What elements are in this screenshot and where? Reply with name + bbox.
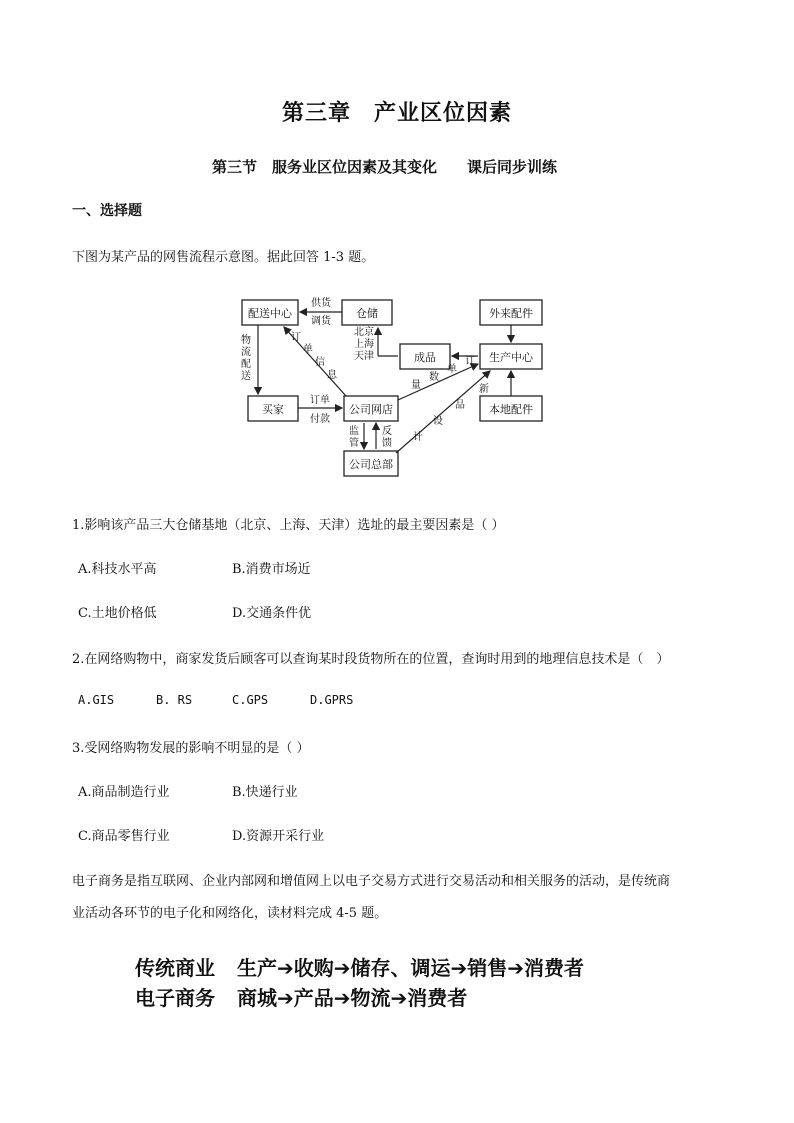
label-city-shanghai: 上海: [354, 339, 374, 350]
material-line-2: 业活动各环节的电子化和网络化，读材料完成 4-5 题。: [72, 906, 388, 921]
label-new-design-1: 新: [479, 384, 489, 395]
label-supervise-2: 管: [349, 438, 359, 449]
label-order-qty-3: 数: [429, 372, 439, 383]
section-title-suffix: 课后同步训练: [467, 158, 558, 176]
label-order-info-2: 单: [303, 344, 313, 355]
node-local-parts: 本地配件: [489, 403, 533, 416]
question-1-option-a: A.科技水平高: [78, 562, 157, 577]
question-2-option-d: D.GPRS: [310, 693, 354, 707]
label-supervise-1: 监: [349, 426, 359, 437]
question-3-option-c: C.商品零售行业: [78, 829, 170, 844]
material-line-1: 电子商务是指互联网、企业内部网和增值网上以电子交易方式进行交易活动和相关服务的活动，是传统商: [72, 874, 671, 889]
question-3-stem: 3.受网络购物发展的影响不明显的是（ ）: [72, 741, 310, 756]
node-company-store: 公司网店: [349, 403, 393, 416]
label-new-design-4: 计: [413, 432, 423, 443]
question-1-option-b: B.消费市场近: [232, 562, 311, 577]
label-logistics-2: 流: [241, 347, 251, 358]
question-1-option-c: C.土地价格低: [78, 606, 157, 621]
node-buyer: 买家: [262, 403, 284, 416]
chapter-title: 第三章 产业区位因素: [281, 100, 512, 126]
part-heading: 一、选择题: [72, 203, 142, 219]
question-2-option-b: B. RS: [156, 693, 193, 707]
label-supply: 供货: [311, 298, 331, 309]
label-logistics-3: 配: [241, 359, 251, 370]
label-order-qty-4: 量: [411, 380, 421, 391]
ecommerce-label: 电子商务: [135, 986, 215, 1010]
traditional-commerce-steps: 生产➔收购➔储存、调运➔销售➔消费者: [237, 956, 585, 980]
node-headquarters: 公司总部: [349, 458, 393, 471]
diagram-intro: 下图为某产品的网售流程示意图。据此回答 1-3 题。: [72, 250, 375, 265]
label-feedback-2: 馈: [382, 438, 392, 449]
label-order-qty-2: 单: [447, 364, 457, 375]
sales-flow-diagram: [228, 288, 558, 483]
label-order-info-3: 信: [315, 357, 325, 368]
node-distribution-center: 配送中心: [248, 307, 292, 320]
label-order: 订单: [310, 395, 330, 406]
question-2-option-a: A.GIS: [78, 693, 115, 707]
label-logistics-4: 送: [241, 371, 251, 382]
label-order-info-4: 息: [327, 370, 337, 381]
label-feedback-1: 反: [382, 426, 392, 437]
node-finished-goods: 成品: [414, 351, 436, 364]
question-2-option-c: C.GPS: [232, 693, 269, 707]
ecommerce-steps: 商城➔产品➔物流➔消费者: [237, 986, 468, 1010]
question-3-option-a: A.商品制造行业: [78, 785, 170, 800]
traditional-commerce-flow: [135, 952, 584, 981]
label-payment: 付款: [310, 414, 330, 425]
question-1-stem: 1.影响该产品三大仓储基地（北京、上海、天津）选址的最主要因素是（ ）: [72, 518, 505, 533]
label-order-info-1: 订: [291, 332, 301, 343]
node-external-parts: 外来配件: [489, 307, 533, 320]
section-title-main: 第三节 服务业区位因素及其变化: [212, 158, 438, 176]
label-city-beijing: 北京: [354, 327, 374, 338]
ecommerce-flow: [135, 982, 467, 1011]
label-new-design-3: 设: [433, 416, 443, 427]
question-3-option-b: B.快递行业: [232, 785, 298, 800]
node-production-center: 生产中心: [489, 351, 533, 364]
question-3-option-d: D.资源开采行业: [232, 829, 325, 844]
label-city-tianjin: 天津: [354, 351, 374, 362]
question-1-option-d: D.交通条件优: [232, 606, 312, 621]
traditional-commerce-label: 传统商业: [135, 956, 215, 980]
node-warehouse: 仓储: [356, 307, 378, 320]
label-new-design-2: 品: [455, 400, 465, 411]
label-dispatch: 调货: [311, 316, 331, 327]
question-2-stem: 2.在网络购物中，商家发货后顾客可以查询某时段货物所在的位置，查询时用到的地理信息技术是（ ）: [72, 652, 670, 667]
label-order-qty-1: 订: [465, 356, 475, 367]
section-title: [212, 156, 557, 177]
label-logistics-1: 物: [241, 335, 251, 346]
